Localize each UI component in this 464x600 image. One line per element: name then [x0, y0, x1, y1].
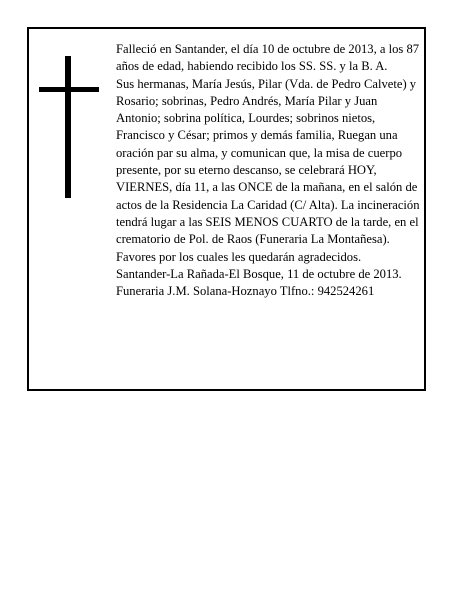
cross-horizontal-bar: [39, 87, 99, 92]
notice-body: [116, 41, 422, 300]
place-date-and-funeral-home: Santander-La Rañada-El Bosque, 11 de octubre de 2013. Funeraria J.M. Solana-Hoznayo Tlfno.: 942524261: [116, 266, 402, 299]
obituary-notice: [27, 27, 426, 391]
cross-vertical-bar: [65, 56, 71, 198]
cross-icon: [39, 56, 99, 198]
death-announcement: Falleció en Santander, el día 10 de octubre de 2013, a los 87 años de edad, habiendo recibido los SS. SS. y la B. A.: [116, 42, 420, 74]
family-and-ceremony-details: Sus hermanas, María Jesús, Pilar (Vda. de Pedro Calvete) y Rosario; sobrinas, Pedro Andrés, María Pilar y Juan Antonio; sobrina política, Lourdes; sobrinos nietos, Francisco y César; primos y demás familia, Ruegan una oración par su alma, y comunican que, la misa de cuerpo presente, por su eterno descanso, se celebrará HOY, VIERNES, día 11, a las ONCE de la mañana, en el salón de actos de la Residencia La Caridad (C/ Alta). La incineración tendrá lugar a las SEIS MENOS CUARTO de la tarde, en el crematorio de Pol. de Raos (Funeraria La Montañesa). Favores por los cuales les quedarán agradecidos.: [116, 76, 420, 264]
